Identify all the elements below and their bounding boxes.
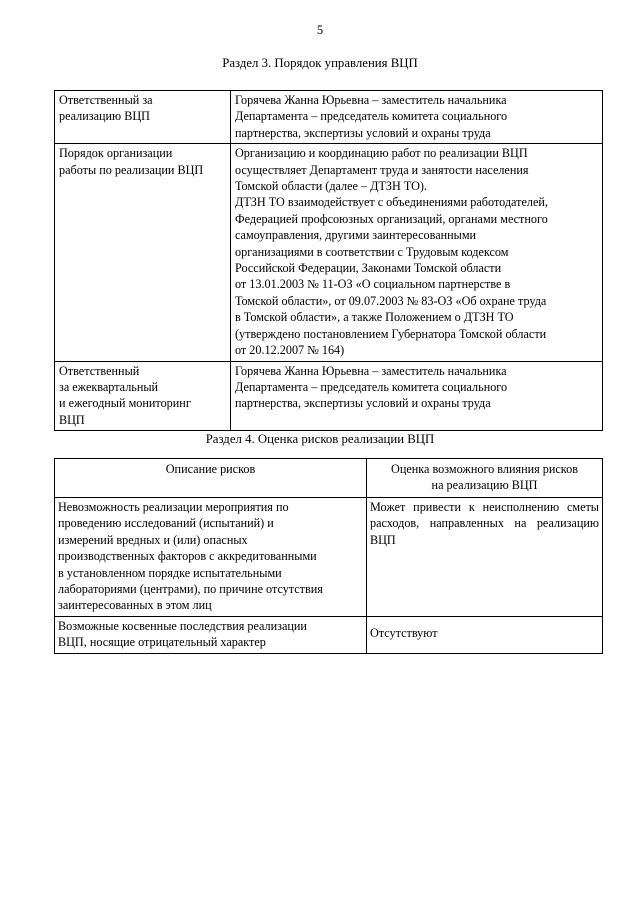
risk-impact: Отсутствуют xyxy=(367,616,603,653)
table-row xyxy=(55,144,603,361)
row-label: Ответственный за реализацию ВЦП xyxy=(55,91,231,144)
risk-description: Возможные косвенные последствия реализации ВЦП, носящие отрицательный характер xyxy=(55,616,367,653)
table-row xyxy=(55,361,603,431)
table-row xyxy=(55,498,603,617)
table-row xyxy=(55,616,603,653)
page-number: 5 xyxy=(316,23,324,37)
header-risk-description: Описание рисков xyxy=(55,459,367,498)
row-label: Ответственный за ежеквартальный и ежегодный мониторинг ВЦП xyxy=(55,361,231,431)
row-value: Горячева Жанна Юрьевна – заместитель начальника Департамента – председатель комитета социального партнерства, экспертизы условий и охраны труда xyxy=(231,361,603,431)
risk-impact: Может привести к неисполнению сметы расходов, направленных на реализацию ВЦП xyxy=(367,498,603,617)
section3-title: Раздел 3. Порядок управления ВЦП xyxy=(222,56,418,70)
management-table xyxy=(54,90,603,431)
risk-description: Невозможность реализации мероприятия по проведению исследований (испытаний) и измерений вредных и (или) опасных производственных факторов с аккредитованными в установленном порядке испытательными лабораториями (центрами), по причине отсутствия заинтересованных в этом лиц xyxy=(55,498,367,617)
table-header-row xyxy=(55,459,603,498)
row-value: Организацию и координацию работ по реализации ВЦП осуществляет Департамент труда и занятости населения Томской области (далее – ДТЗН ТО). ДТЗН ТО взаимодействует с объединениями работодателей, Федерацией профсоюзных организаций, органами местного самоуправления, другими заинтересованными организациями в соответствии с Трудовым кодексом Российской Федерации, Законами Томской области от 13.01.2003 № 11-ОЗ «О социальном партнерстве в Томской области», от 09.07.2003 № 83-ОЗ «Об охране труда в Томской области», а также Положением о ДТЗН ТО (утверждено постановлением Губернатора Томской области от 20.12.2007 № 164) xyxy=(231,144,603,361)
header-risk-impact: Оценка возможного влияния рисков на реализацию ВЦП xyxy=(367,459,603,498)
section4-title: Раздел 4. Оценка рисков реализации ВЦП xyxy=(205,432,435,446)
row-value: Горячева Жанна Юрьевна – заместитель начальника Департамента – председатель комитета социального партнерства, экспертизы условий и охраны труда xyxy=(231,91,603,144)
table-row xyxy=(55,91,603,144)
risk-table xyxy=(54,458,603,654)
row-label: Порядок организации работы по реализации ВЦП xyxy=(55,144,231,361)
